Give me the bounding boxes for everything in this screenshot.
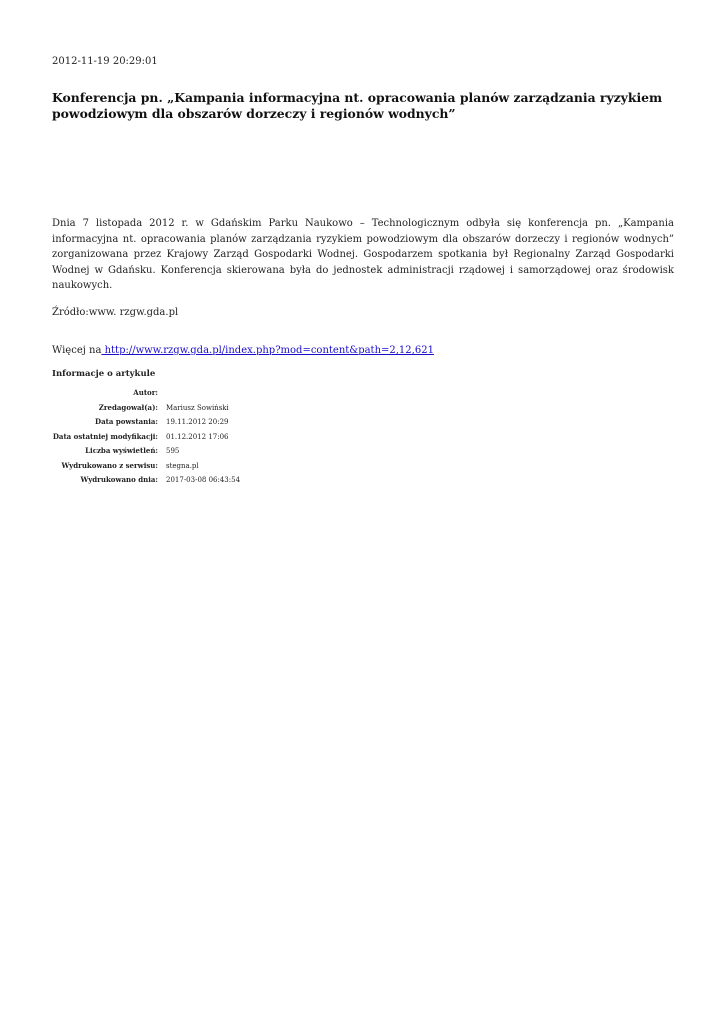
info-value	[166, 386, 240, 401]
article-info-table	[52, 386, 240, 488]
info-value: 595	[166, 447, 180, 455]
info-label: Zredagował(a):	[98, 402, 158, 412]
print-timestamp: 2012-11-19 20:29:01	[52, 56, 158, 67]
info-label: Wydrukowano z serwisu:	[61, 460, 158, 470]
more-link[interactable]: http://www.rzgw.gda.pl/index.php?mod=content&path=2,12,621	[101, 345, 434, 356]
info-label: Data ostatniej modyfikacji:	[52, 431, 158, 441]
info-row-views	[52, 444, 240, 459]
info-label: Autor:	[133, 388, 158, 397]
info-row-created	[52, 415, 240, 430]
info-value: 2017-03-08 06:43:54	[166, 476, 241, 484]
article-title: Konferencja pn. „Kampania informacyjna nt. opracowania planów zarządzania ryzykiem powodziowym dla obszarów dorzeczy i regionów wodnych”	[52, 90, 663, 121]
info-label: Liczba wyświetleń:	[85, 446, 158, 455]
info-row-modified	[52, 430, 240, 445]
article-info-heading: Informacje o artykule	[52, 369, 156, 379]
info-value: stegna.pl	[166, 461, 199, 470]
info-row-editor	[52, 401, 240, 416]
info-row-printed-on	[52, 473, 240, 488]
source-line: Źródło:www. rzgw.gda.pl	[52, 307, 179, 318]
info-label: Data powstania:	[95, 417, 158, 426]
article-body: Dnia 7 listopada 2012 r. w Gdańskim Parku Naukowo – Technologicznym odbyła się konferencja pn. „Kampania informacyjna nt. opracowania planów zarządzania ryzykiem powodziowym dla obszarów dorzeczy i regionów wodnych” zorganizowana przez Krajowy Zarząd Gospodarki Wodnej. Gospodarzem spotkania był Regionalny Zarząd Gospodarki Wodnej w Gdańsku. Konferencja skierowana była do jednostek administracji rządowej i samorządowej oraz środowisk naukowych.	[52, 218, 674, 291]
info-value: 01.12.2012 17:06	[166, 432, 229, 441]
info-row-author	[52, 386, 240, 401]
info-value: 19.11.2012 20:29	[166, 418, 229, 426]
info-label: Wydrukowano dnia:	[80, 475, 158, 484]
more-prefix: Więcej na	[52, 345, 102, 356]
info-row-printed-from	[52, 459, 240, 474]
more-info-line	[52, 344, 434, 357]
info-value: Mariusz Sowiński	[166, 403, 229, 412]
